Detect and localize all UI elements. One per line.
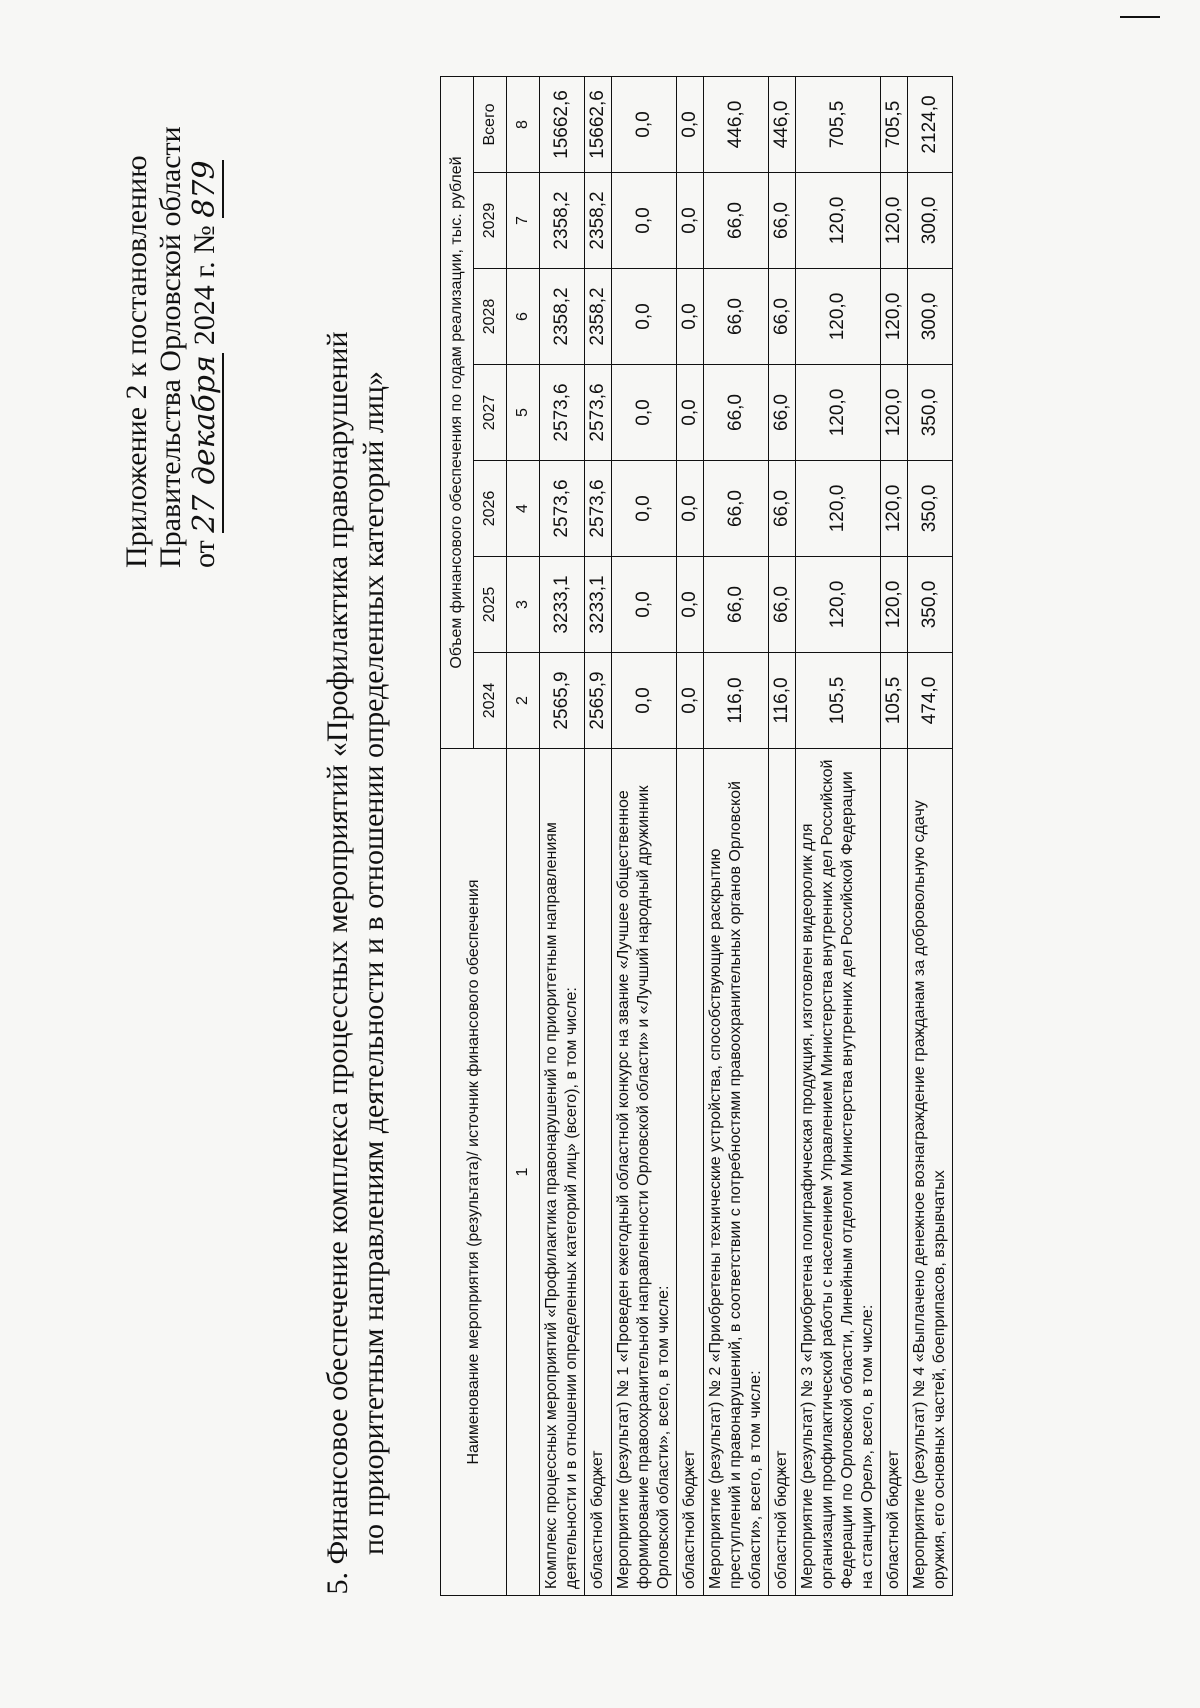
row-name: областной бюджет	[677, 749, 704, 1596]
row-value: 350,0	[908, 365, 953, 461]
header-row-1	[441, 77, 474, 1596]
section-title	[320, 298, 392, 1628]
row-value: 116,0	[769, 653, 796, 749]
row-value: 15662,6	[540, 77, 585, 173]
row-value: 0,0	[677, 173, 704, 269]
row-value: 66,0	[769, 269, 796, 365]
year-header: 2027	[474, 365, 507, 461]
row-value: 0,0	[612, 461, 677, 557]
row-name: областной бюджет	[881, 749, 908, 1596]
appendix-header	[120, 48, 224, 568]
row-value: 0,0	[677, 365, 704, 461]
row-value: 705,5	[796, 77, 881, 173]
year-header: 2024	[474, 653, 507, 749]
row-value: 120,0	[796, 365, 881, 461]
row-value: 0,0	[612, 653, 677, 749]
column-number: 4	[507, 461, 540, 557]
row-name: областной бюджет	[769, 749, 796, 1596]
row-value: 0,0	[677, 461, 704, 557]
row-value: 350,0	[908, 461, 953, 557]
year-text: 2024 г. №	[188, 225, 221, 346]
table-row	[769, 77, 796, 1596]
row-value: 0,0	[677, 653, 704, 749]
row-name: Комплекс процессных мероприятий «Профилактика правонарушений по приоритетным направлениям деятельности и в отношении определенных категорий лиц» (всего), в том числе:	[540, 749, 585, 1596]
margin-mark	[1120, 16, 1160, 18]
year-header: Всего	[474, 77, 507, 173]
row-value: 300,0	[908, 269, 953, 365]
row-value: 120,0	[881, 173, 908, 269]
column-number: 6	[507, 269, 540, 365]
appendix-line-3	[188, 48, 224, 568]
row-value: 116,0	[704, 653, 769, 749]
table-row	[612, 77, 677, 1596]
table-row	[704, 77, 769, 1596]
row-value: 2565,9	[540, 653, 585, 749]
table-row	[585, 77, 612, 1596]
row-value: 66,0	[704, 173, 769, 269]
row-value: 120,0	[881, 461, 908, 557]
row-value: 0,0	[677, 557, 704, 653]
row-value: 0,0	[612, 173, 677, 269]
title-line-1: 5. Финансовое обеспечение комплекса процессных мероприятий «Профилактика правонарушений	[321, 331, 354, 1595]
row-value: 66,0	[704, 365, 769, 461]
row-value: 2358,2	[540, 269, 585, 365]
row-value: 0,0	[677, 77, 704, 173]
row-value: 120,0	[796, 269, 881, 365]
year-header: 2025	[474, 557, 507, 653]
row-value: 2573,6	[585, 365, 612, 461]
row-value: 2573,6	[585, 461, 612, 557]
table-row	[540, 77, 585, 1596]
header-row-column-numbers	[507, 77, 540, 1596]
row-value: 66,0	[704, 461, 769, 557]
row-name: Мероприятие (результат) № 1 «Проведен ежегодный областной конкурс на звание «Лучшее общественное формирование правоохранительной направленности Орловской области» и «Лучший народный дружинник Орловской области», всего, в том числе:	[612, 749, 677, 1596]
title-line-2: по приоритетным направлениям деятельности и в отношении определенных категорий лиц»	[357, 371, 390, 1555]
row-value: 66,0	[769, 173, 796, 269]
column-number: 2	[507, 653, 540, 749]
table-row	[881, 77, 908, 1596]
row-name: Мероприятие (результат) № 4 «Выплачено денежное вознаграждение гражданам за добровольную сдачу оружия, его основных частей, боеприпасов, взрывчатых	[908, 749, 953, 1596]
row-value: 0,0	[612, 269, 677, 365]
column-number: 3	[507, 557, 540, 653]
appendix-line-1: Приложение 2 к постановлению	[120, 155, 153, 568]
row-value: 2573,6	[540, 365, 585, 461]
row-value: 66,0	[704, 269, 769, 365]
table-row	[677, 77, 704, 1596]
row-value: 66,0	[769, 461, 796, 557]
volume-column-header: Объем финансового обеспечения по годам реализации, тыс. рублей	[441, 77, 474, 749]
row-name: Мероприятие (результат) № 2 «Приобретены технические устройства, способствующие раскрытию преступлений и правонарушений, в соответствии с потребностями правоохранительных органов Орловской области», всего, в том числе:	[704, 749, 769, 1596]
row-value: 0,0	[612, 557, 677, 653]
column-number: 5	[507, 365, 540, 461]
row-value: 0,0	[612, 77, 677, 173]
row-value: 0,0	[612, 365, 677, 461]
column-number: 1	[507, 749, 540, 1596]
row-value: 66,0	[769, 557, 796, 653]
row-value: 120,0	[881, 269, 908, 365]
column-number: 7	[507, 173, 540, 269]
row-value: 2358,2	[540, 173, 585, 269]
table-body	[540, 77, 953, 1596]
row-value: 15662,6	[585, 77, 612, 173]
row-value: 350,0	[908, 557, 953, 653]
row-value: 66,0	[704, 557, 769, 653]
row-value: 120,0	[796, 461, 881, 557]
row-value: 2358,2	[585, 173, 612, 269]
column-number: 8	[507, 77, 540, 173]
table-row	[796, 77, 881, 1596]
row-value: 474,0	[908, 653, 953, 749]
name-column-header: Наименование мероприятия (результата)/ источник финансового обеспечения	[441, 749, 507, 1596]
row-value: 2573,6	[540, 461, 585, 557]
row-value: 2358,2	[585, 269, 612, 365]
row-value: 705,5	[881, 77, 908, 173]
row-value: 120,0	[881, 557, 908, 653]
financing-table	[440, 76, 953, 1596]
handwritten-date: 27 декабря	[188, 353, 224, 533]
row-value: 120,0	[796, 557, 881, 653]
row-value: 120,0	[796, 173, 881, 269]
row-value: 120,0	[881, 365, 908, 461]
row-value: 105,5	[881, 653, 908, 749]
year-header: 2026	[474, 461, 507, 557]
year-header: 2029	[474, 173, 507, 269]
row-value: 3233,1	[540, 557, 585, 653]
row-value: 446,0	[704, 77, 769, 173]
row-value: 3233,1	[585, 557, 612, 653]
row-value: 300,0	[908, 173, 953, 269]
row-value: 105,5	[796, 653, 881, 749]
row-value: 0,0	[677, 269, 704, 365]
row-value: 446,0	[769, 77, 796, 173]
row-name: областной бюджет	[585, 749, 612, 1596]
handwritten-number: 879	[187, 160, 222, 218]
row-value: 66,0	[769, 365, 796, 461]
year-header: 2028	[474, 269, 507, 365]
appendix-line-2: Правительства Орловской области	[154, 126, 187, 568]
date-prefix: от	[188, 540, 221, 568]
row-name: Мероприятие (результат) № 3 «Приобретена полиграфическая продукция, изготовлен видеоролик для организации профилактической работы с населением Управлением Министерства внутренних дел Российской Федерации по Орловской области, Линейным отделом Министерства внутренних дел Российской Федерации на станции Орел», всего, в том числе:	[796, 749, 881, 1596]
row-value: 2124,0	[908, 77, 953, 173]
row-value: 2565,9	[585, 653, 612, 749]
table-row	[908, 77, 953, 1596]
